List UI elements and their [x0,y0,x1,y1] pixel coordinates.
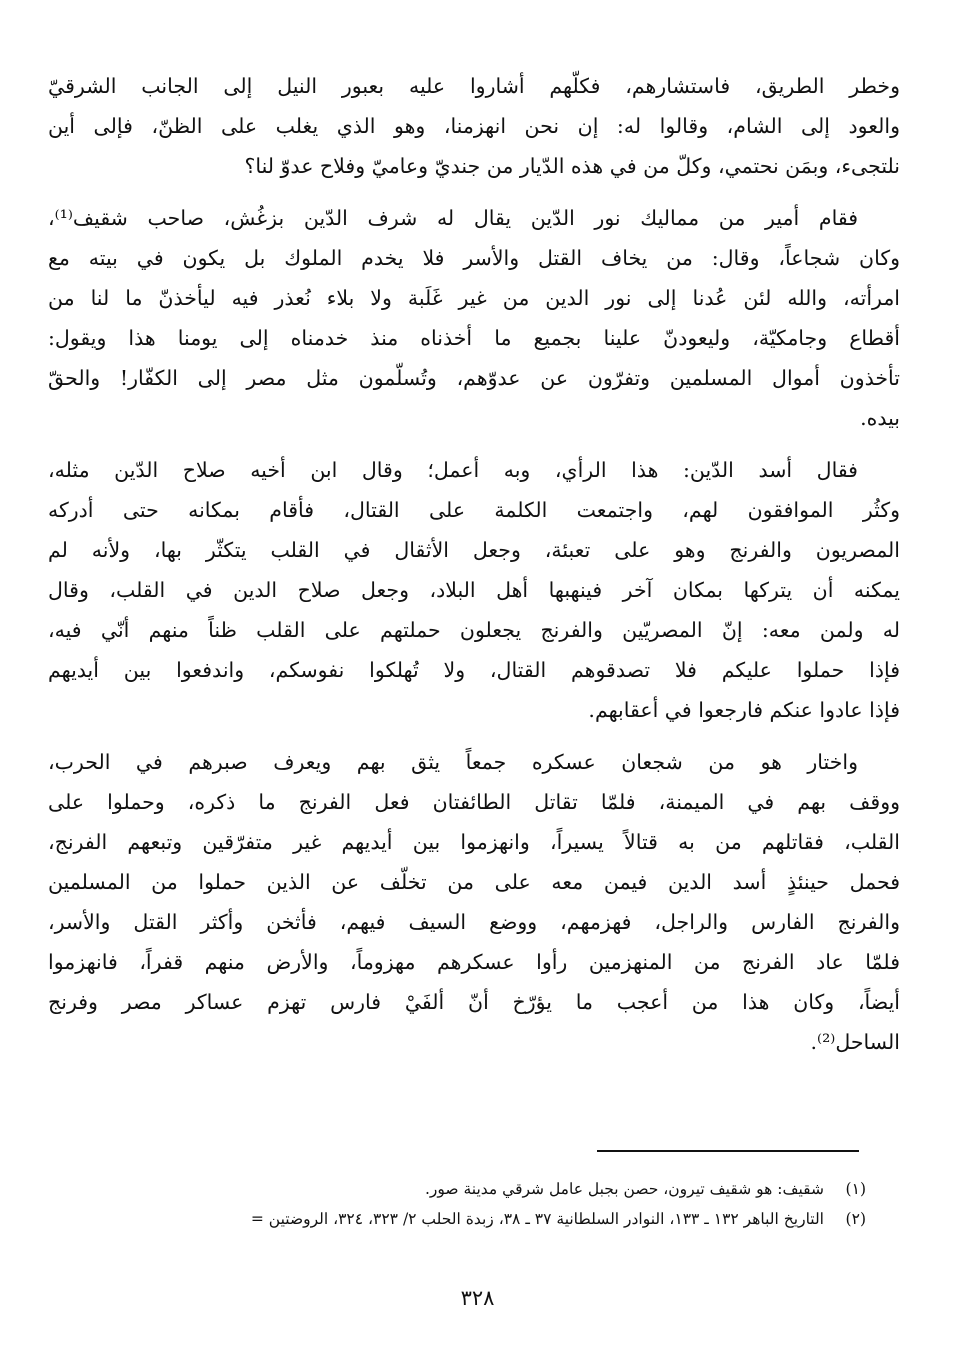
footnote-separator [597,1150,859,1152]
footnote-text: التاريخ الباهر ١٣٢ ـ ١٣٣، النوادر السلطانية ٣٧ ـ ٣٨، زبدة الحلب ٢/ ٣٢٣، ٣٢٤، الروضتين = [250,1210,824,1228]
footnote-number: (١) [845,1180,866,1198]
text-line: القلب، فقاتلهم من به قتالاً يسيراً، وانهزموا بين أيديهم غير متفرّقين وتبعهم الفرنج، [48,830,900,854]
footnote-text: شقيف: هو شقيف تيرون، حصن بجبل عامل شرقي مدينة صور. [424,1180,824,1198]
text-line: ووقف بهم في الميمنة، فلمّا تقاتل الطائفتان فعل الفرنج ما ذكره، وحملوا على [48,790,900,814]
text-line: بيده. [860,406,900,430]
text-line: أيضاً، وكان هذا من أعجب ما يؤرّخ أنّ ألفَيْ فارس تهزم عساكر مصر وفرنج [48,990,900,1014]
text-line: واختار هو من شجعان عسكره جمعاً يثق بهم ويعرف صبرهم في الحرب، [48,750,859,774]
text-line: فإذا عادوا عنكم فارجعوا في أعقابهم. [588,698,900,722]
text-line: وكان شجاعاً، وقال: من يخاف القتل والأسر فلا يخدم الملوك بل يكون في بيته مع [48,246,900,270]
text-line: امرأته، والله لئن عُدنا إلى نور الدين من غير غَلَبة ولا بلاء نُعذر فيه ليأخذنّ ما لنا من [48,286,900,310]
text-line: فقال أسد الدّين: هذا الرأي، وبه أعمل؛ وقال ابن أخيه صلاح الدّين مثله، [48,458,858,482]
footnote-1 [28,1174,866,1204]
paragraph-4 [48,742,900,1062]
footnote-2 [28,1204,866,1234]
text-line: والعود إلى الشام، وقالوا له: إن نحن انهزمنا، وهو الذي يغلب على الظنّ، فإلى أين [48,114,900,138]
text-line: نلتجىء، وبمَن نحتمي، وكلّ من في هذه الدّيار من جنديّ وعاميّ وفلاح عدوّ لنا؟ [244,154,900,178]
main-text [48,66,900,1062]
text-line: والفرنج الفارس والراجل، فهزمهم، ووضع السيف فيهم، فأثخن وأكثر القتل والأسر، [48,910,900,934]
paragraph-3 [48,450,900,730]
text-line: فإذا حملوا عليكم فلا تصدقوهم القتال، ولا تُهلكوا نفوسكم، واندفعوا بين أيديهم [48,658,900,682]
footnotes [28,1174,866,1234]
text-line: تأخذون أموال المسلمين وتفرّون عن عدوّهم، وتُسلّمون مثل مصر إلى الكفّار! والحقّ [48,366,900,390]
text-line: فلمّا عاد الفرنج من المنهزمين رأوا عسكرهم مهزوماً، والأرض منهم قفراً، فانهزموا [48,950,900,974]
text-line: يمكنه أن يتركها بمكان آخر فينهبها أهل البلاد، وجعل صلاح الدين في القلب، وقال [48,578,900,602]
paragraph-2 [48,198,900,438]
text-line: الساحل⁽²⁾. [810,1030,900,1054]
footnote-number: (٢) [845,1210,866,1228]
text-line: وكثُر الموافقون لهم، واجتمعت الكلمة على القتال، فأقام بمكانه حتى أدركه [48,498,900,522]
text-line: وخطر الطريق، فاستشارهم، فكلّهم أشاروا عليه بعبور النيل إلى الجانب الشرقيّ [48,74,900,98]
paragraph-1 [48,66,900,186]
page-number: ٣٢٨ [460,1286,495,1310]
text-line: المصريون والفرنج وهو على تعبئة، وجعل الأثقال في القلب يتكثّر بها، ولأنه لم [48,538,900,562]
text-line: فقام أمير من مماليك نور الدّين يقال له شرف الدّين بزغُش، صاحب شقيف⁽¹⁾، [48,206,858,230]
text-line: له ولمن معه: إنّ المصريّين والفرنج يجعلون حملتهم على القلب ظناً منهم أنّي فيه، [48,618,900,642]
text-line: أقطاع وجامكيّة، وليعودنّ علينا بجميع ما أخذناه منذ خدمناه إلى يومنا هذا ويقول: [48,326,900,350]
text-line: فحمل حينئذٍ أسد الدين فيمن معه على من تخلّف عن الذين حملوا من المسلمين [48,870,900,894]
